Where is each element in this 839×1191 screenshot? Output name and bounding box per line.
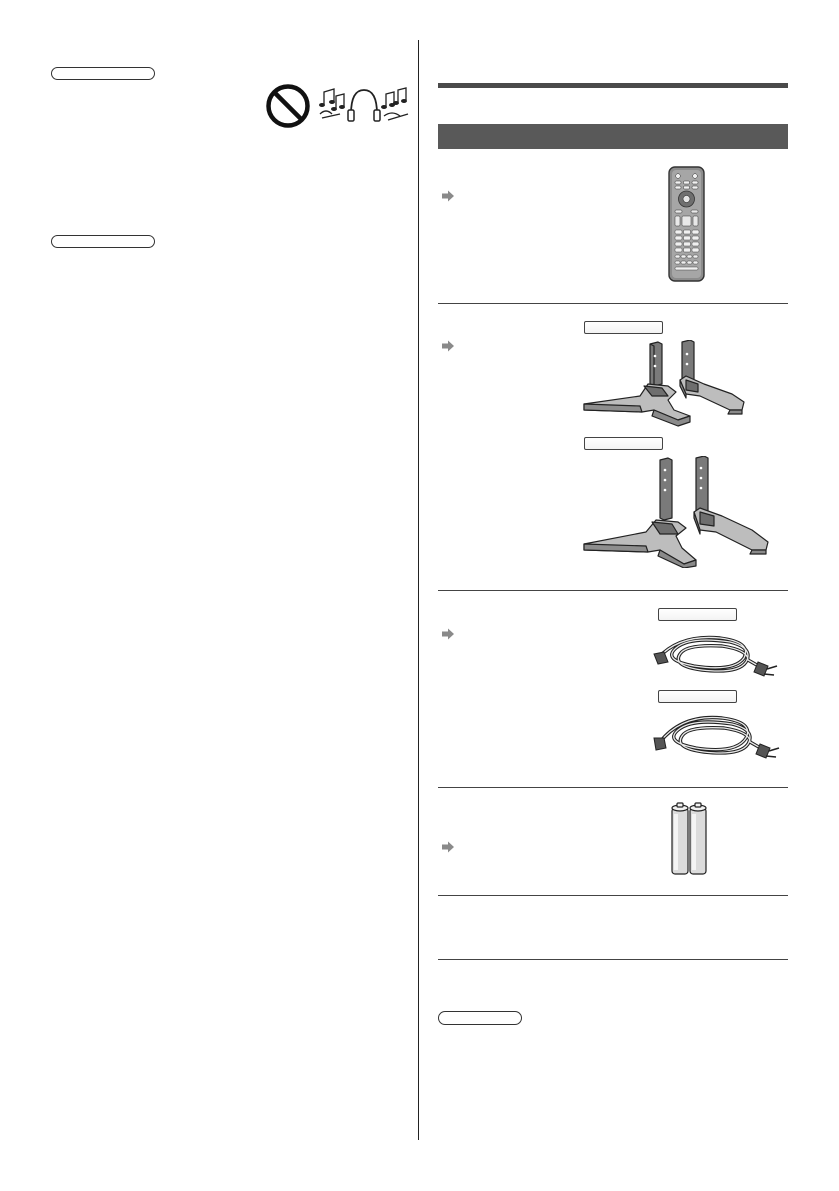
divider-rule-1	[438, 303, 788, 304]
divider-rule-5	[438, 959, 788, 960]
note-label-pill-2	[51, 235, 155, 248]
heading-rule	[438, 83, 788, 88]
pedestal-stand-image-large	[582, 456, 770, 568]
arrow-right-icon	[441, 340, 455, 352]
mains-lead-image-2	[650, 708, 780, 768]
divider-rule-3	[438, 787, 788, 788]
section-header-bar	[438, 124, 788, 149]
note-label-pill-1	[51, 67, 155, 80]
model-label-pill	[584, 437, 663, 450]
arrow-right-icon	[441, 190, 455, 202]
no-symbol-icon	[264, 82, 312, 130]
note-label-pill-3	[438, 1011, 522, 1025]
arrow-right-icon	[441, 841, 455, 853]
divider-rule-2	[438, 590, 788, 591]
remote-control-image	[667, 166, 707, 283]
batteries-image	[670, 802, 710, 876]
column-divider	[418, 40, 419, 1140]
divider-rule-4	[438, 895, 788, 896]
model-label-pill	[584, 321, 663, 334]
model-label-pill	[658, 608, 737, 621]
mains-lead-image-1	[650, 628, 780, 686]
model-label-pill	[658, 690, 737, 703]
arrow-right-icon	[441, 628, 455, 640]
pedestal-stand-image-small	[582, 340, 748, 428]
headphones-music-icon	[318, 84, 410, 128]
